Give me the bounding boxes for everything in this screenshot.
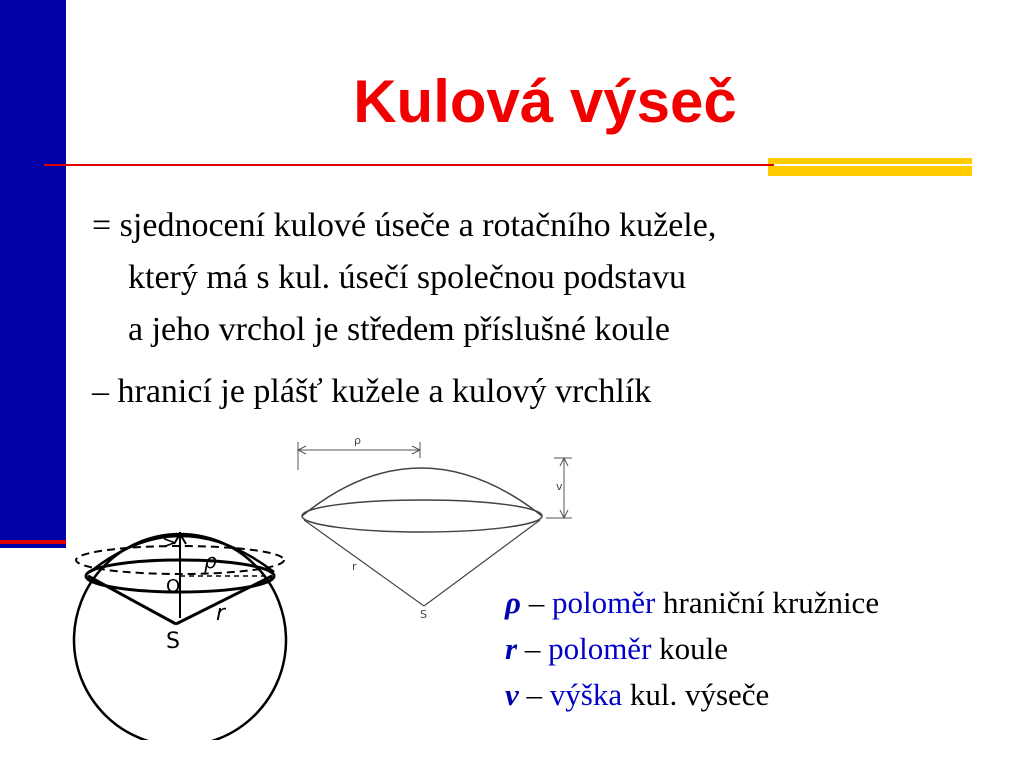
cone-left-right-fig (304, 520, 424, 606)
cap-arc (90, 536, 274, 572)
legend-item-rho (505, 580, 1015, 626)
title-divider (44, 164, 774, 166)
legend-term: výška (549, 677, 623, 712)
legend-dash: – (526, 677, 543, 712)
label-s-right: S (420, 608, 427, 620)
legend-dash: – (528, 585, 545, 620)
legend-item-v (505, 672, 1015, 718)
title-yellow-accent (768, 158, 972, 176)
legend-symbol: v (505, 677, 519, 712)
legend-item-r (505, 626, 1015, 672)
cone-side-left (88, 576, 176, 624)
label-s: S (166, 629, 180, 654)
legend-rest: koule (659, 631, 729, 666)
definition-line-4: – hranicí je plášť kužele a kulový vrchlík (92, 373, 652, 410)
legend-symbol: r (505, 631, 518, 666)
slide-title: Kulová výseč (353, 68, 737, 135)
label-rho: ρ (204, 549, 217, 573)
label-v: v (158, 537, 179, 548)
sphere-sector-diagram (64, 510, 294, 740)
definition-line-1: = sjednocení kulové úseče a rotačního kužele, (92, 207, 717, 244)
legend-dash: – (524, 631, 541, 666)
sidebar-red-accent (0, 540, 66, 544)
label-r: r (216, 601, 226, 626)
legend-rest: kul. výseče (629, 677, 770, 712)
legend-term: poloměr (548, 631, 652, 666)
definition-line-3: a jeho vrchol je středem příslušné koule (128, 311, 670, 348)
symbol-legend (505, 580, 1015, 718)
label-r-right: r (352, 560, 357, 573)
legend-term: poloměr (551, 585, 656, 620)
definition-text (92, 200, 992, 418)
label-v-right: v (556, 480, 563, 493)
legend-rest: hraniční kružnice (663, 585, 880, 620)
label-rho-right: ρ (354, 434, 361, 447)
cap-top (302, 468, 542, 516)
cap-base-right (302, 500, 542, 532)
legend-symbol: ρ (505, 585, 521, 620)
definition-line-2: který má s kul. úsečí společnou podstavu (128, 259, 687, 296)
label-o: O (166, 576, 181, 597)
